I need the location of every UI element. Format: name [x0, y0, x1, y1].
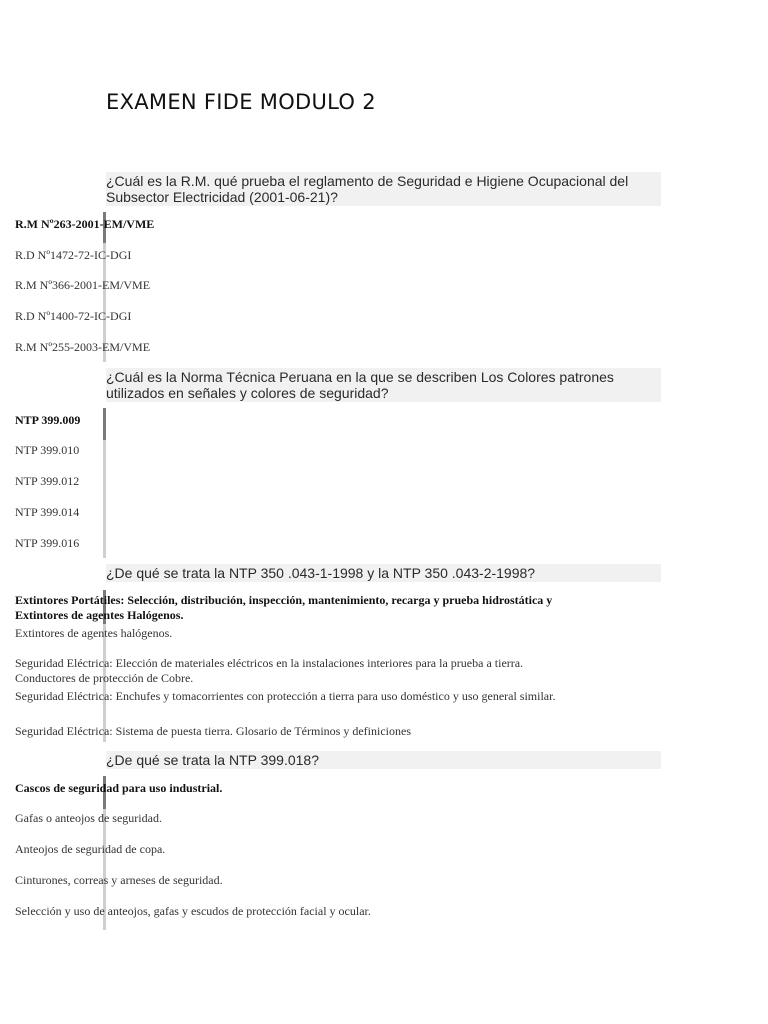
- answer-2-5[interactable]: NTP 399.016: [15, 536, 80, 550]
- answer-3-4[interactable]: Seguridad Eléctrica: Enchufes y tomacorrientes con protección a tierra para uso doméstico y uso general similar.: [15, 689, 556, 703]
- question-1: ¿Cuál es la R.M. qué prueba el reglamento de Seguridad e Higiene Ocupacional del Subsector Electricidad (2001-06-21)?: [106, 172, 661, 206]
- answer-2-1[interactable]: NTP 399.009: [15, 413, 81, 427]
- answer-2-4[interactable]: NTP 399.014: [15, 505, 80, 519]
- answer-4-4[interactable]: Cinturones, correas y arneses de seguridad.: [15, 873, 223, 887]
- answer-1-2[interactable]: R.D Nº1472-72-IC-DGI: [15, 248, 132, 262]
- answer-2-3[interactable]: NTP 399.012: [15, 474, 80, 488]
- question-4: ¿De qué se trata la NTP 399.018?: [106, 751, 661, 769]
- answer-1-4[interactable]: R.D Nº1400-72-IC-DGI: [15, 309, 132, 323]
- question-2: ¿Cuál es la Norma Técnica Peruana en la que se describen Los Colores patrones utilizados en señales y colores de seguridad?: [106, 368, 661, 402]
- answer-2-2[interactable]: NTP 399.010: [15, 443, 80, 457]
- answer-1-3[interactable]: R.M Nº366-2001-EM/VME: [15, 278, 151, 292]
- answer-3-3[interactable]: Seguridad Eléctrica: Elección de materiales eléctricos en la instalaciones interiores para la prueba a tierra. Conductores de protección de Cobre.: [15, 656, 524, 685]
- answer-1-1[interactable]: R.M Nº263-2001-EM/VME: [15, 217, 155, 231]
- answer-4-3[interactable]: Anteojos de seguridad de copa.: [15, 842, 166, 856]
- answer-3-5[interactable]: Seguridad Eléctrica: Sistema de puesta tierra. Glosario de Términos y definiciones: [15, 724, 411, 738]
- answer-1-5[interactable]: R.M Nº255-2003-EM/VME: [15, 340, 151, 354]
- page-title: EXAMEN FIDE MODULO 2: [106, 90, 376, 114]
- answer-4-1[interactable]: Cascos de seguridad para uso industrial.: [15, 781, 223, 795]
- question-3: ¿De qué se trata la NTP 350 .043-1-1998 y la NTP 350 .043-2-1998?: [106, 564, 661, 582]
- answer-3-1[interactable]: Extintores Portátiles: Selección, distribución, inspección, mantenimiento, recarga y prueba hidrostática y Extintores de agentes Halógenos.: [15, 593, 553, 622]
- answer-4-5[interactable]: Selección y uso de anteojos, gafas y escudos de protección facial y ocular.: [15, 904, 371, 918]
- answer-3-2[interactable]: Extintores de agentes halógenos.: [15, 626, 173, 640]
- answer-4-2[interactable]: Gafas o anteojos de seguridad.: [15, 811, 162, 825]
